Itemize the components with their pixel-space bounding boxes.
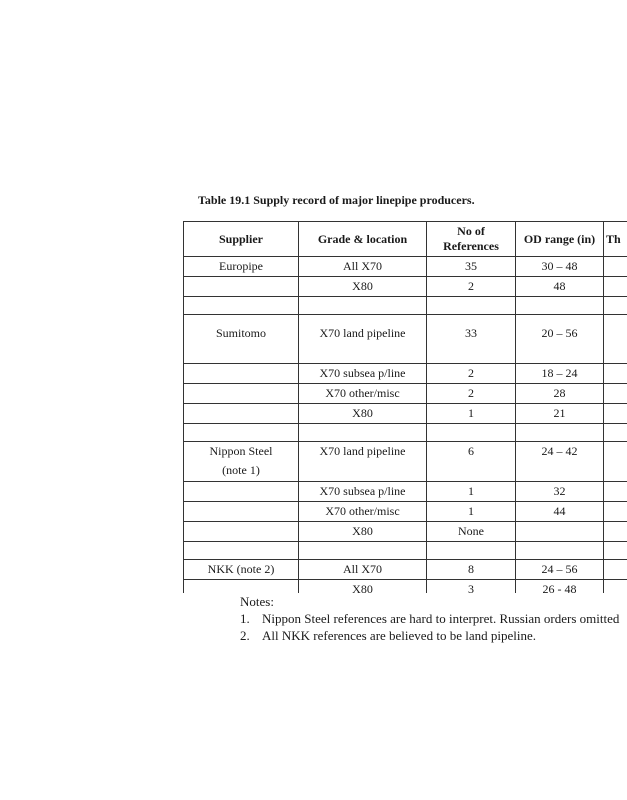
cell-empty	[427, 424, 516, 442]
cell-od-range: 24 – 56	[516, 560, 604, 580]
notes-title: Notes:	[240, 594, 274, 609]
cell-od-range: 26 - 48	[516, 580, 604, 594]
cell-empty	[427, 542, 516, 560]
header-truncated: Th	[604, 222, 627, 257]
table-caption: Table 19.1 Supply record of major linepipe producers.	[198, 193, 475, 207]
cell-empty	[299, 542, 427, 560]
cell-empty	[516, 542, 604, 560]
table-notes	[240, 593, 619, 644]
cell-references: 1	[427, 404, 516, 424]
cell-empty	[604, 297, 627, 315]
note-text: All NKK references are believed to be land pipeline.	[262, 628, 536, 643]
cell-truncated	[604, 560, 627, 580]
cell-supplier	[184, 277, 299, 297]
table-row	[184, 482, 627, 502]
note-number: 2.	[240, 628, 250, 643]
cell-references: 6	[427, 442, 516, 482]
cell-supplier	[184, 384, 299, 404]
cell-empty	[427, 297, 516, 315]
cell-empty	[184, 297, 299, 315]
cell-grade: X80	[299, 522, 427, 542]
cell-od-range: 20 – 56	[516, 315, 604, 364]
cell-empty	[184, 542, 299, 560]
cell-od-range: 24 – 42	[516, 442, 604, 482]
spacer-row	[184, 424, 627, 442]
table-row	[184, 257, 627, 277]
cell-truncated	[604, 522, 627, 542]
cell-empty	[299, 424, 427, 442]
cell-truncated	[604, 364, 627, 384]
cell-truncated	[604, 442, 627, 482]
cell-od-range: 44	[516, 502, 604, 522]
cell-grade: X70 subsea p/line	[299, 482, 427, 502]
cell-truncated	[604, 384, 627, 404]
cell-empty	[516, 297, 604, 315]
cell-references: 1	[427, 502, 516, 522]
table-row	[184, 560, 627, 580]
cell-references: 2	[427, 277, 516, 297]
header-references-line2: References	[443, 239, 499, 253]
cell-grade: X70 land pipeline	[299, 315, 427, 364]
spacer-row	[184, 297, 627, 315]
cell-references: 8	[427, 560, 516, 580]
spacer-row	[184, 542, 627, 560]
cell-grade: X80	[299, 404, 427, 424]
table-row	[184, 315, 627, 364]
cell-grade: All X70	[299, 560, 427, 580]
cell-supplier: Europipe	[184, 257, 299, 277]
supplier-note: (note 1)	[222, 463, 260, 477]
cell-empty	[516, 424, 604, 442]
cell-supplier	[184, 502, 299, 522]
cell-od-range: 30 – 48	[516, 257, 604, 277]
table-row	[184, 384, 627, 404]
cell-empty	[299, 297, 427, 315]
header-supplier: Supplier	[184, 222, 299, 257]
cell-supplier	[184, 580, 299, 594]
cell-grade: All X70	[299, 257, 427, 277]
table-row	[184, 580, 627, 594]
header-grade: Grade & location	[299, 222, 427, 257]
header-references-line1: No of	[457, 224, 485, 238]
note-text: Nippon Steel references are hard to interpret. Russian orders omitted	[262, 611, 620, 626]
cell-empty	[604, 542, 627, 560]
cell-empty	[184, 424, 299, 442]
table-viewport	[183, 221, 627, 593]
cell-grade: X70 subsea p/line	[299, 364, 427, 384]
cell-od-range: 32	[516, 482, 604, 502]
cell-truncated	[604, 315, 627, 364]
cell-grade: X80	[299, 580, 427, 594]
cell-grade: X80	[299, 277, 427, 297]
cell-references: 33	[427, 315, 516, 364]
cell-supplier: Sumitomo	[184, 315, 299, 364]
cell-truncated	[604, 404, 627, 424]
cell-references: 2	[427, 364, 516, 384]
cell-od-range	[516, 522, 604, 542]
note-number: 1.	[240, 611, 250, 626]
cell-references: 3	[427, 580, 516, 594]
header-row	[184, 222, 627, 257]
cell-supplier: NKK (note 2)	[184, 560, 299, 580]
header-od-range: OD range (in)	[516, 222, 604, 257]
cell-references: 35	[427, 257, 516, 277]
supplier-name: Nippon Steel	[209, 444, 273, 458]
cell-references: 2	[427, 384, 516, 404]
cell-references: 1	[427, 482, 516, 502]
cell-truncated	[604, 482, 627, 502]
table-row	[184, 442, 627, 482]
note-item	[240, 627, 619, 644]
cell-grade: X70 other/misc	[299, 502, 427, 522]
cell-supplier	[184, 442, 299, 482]
cell-references: None	[427, 522, 516, 542]
table-row	[184, 502, 627, 522]
table-row	[184, 364, 627, 384]
cell-supplier	[184, 404, 299, 424]
cell-od-range: 18 – 24	[516, 364, 604, 384]
cell-truncated	[604, 580, 627, 594]
table-row	[184, 404, 627, 424]
cell-truncated	[604, 277, 627, 297]
table-row	[184, 277, 627, 297]
table-row	[184, 522, 627, 542]
cell-grade: X70 other/misc	[299, 384, 427, 404]
cell-od-range: 48	[516, 277, 604, 297]
cell-od-range: 28	[516, 384, 604, 404]
cell-grade: X70 land pipeline	[299, 442, 427, 482]
supply-record-table	[183, 221, 627, 593]
header-references	[427, 222, 516, 257]
cell-empty	[604, 424, 627, 442]
cell-supplier	[184, 364, 299, 384]
cell-od-range: 21	[516, 404, 604, 424]
cell-supplier	[184, 482, 299, 502]
cell-truncated	[604, 257, 627, 277]
cell-supplier	[184, 522, 299, 542]
cell-truncated	[604, 502, 627, 522]
note-item	[240, 610, 619, 627]
